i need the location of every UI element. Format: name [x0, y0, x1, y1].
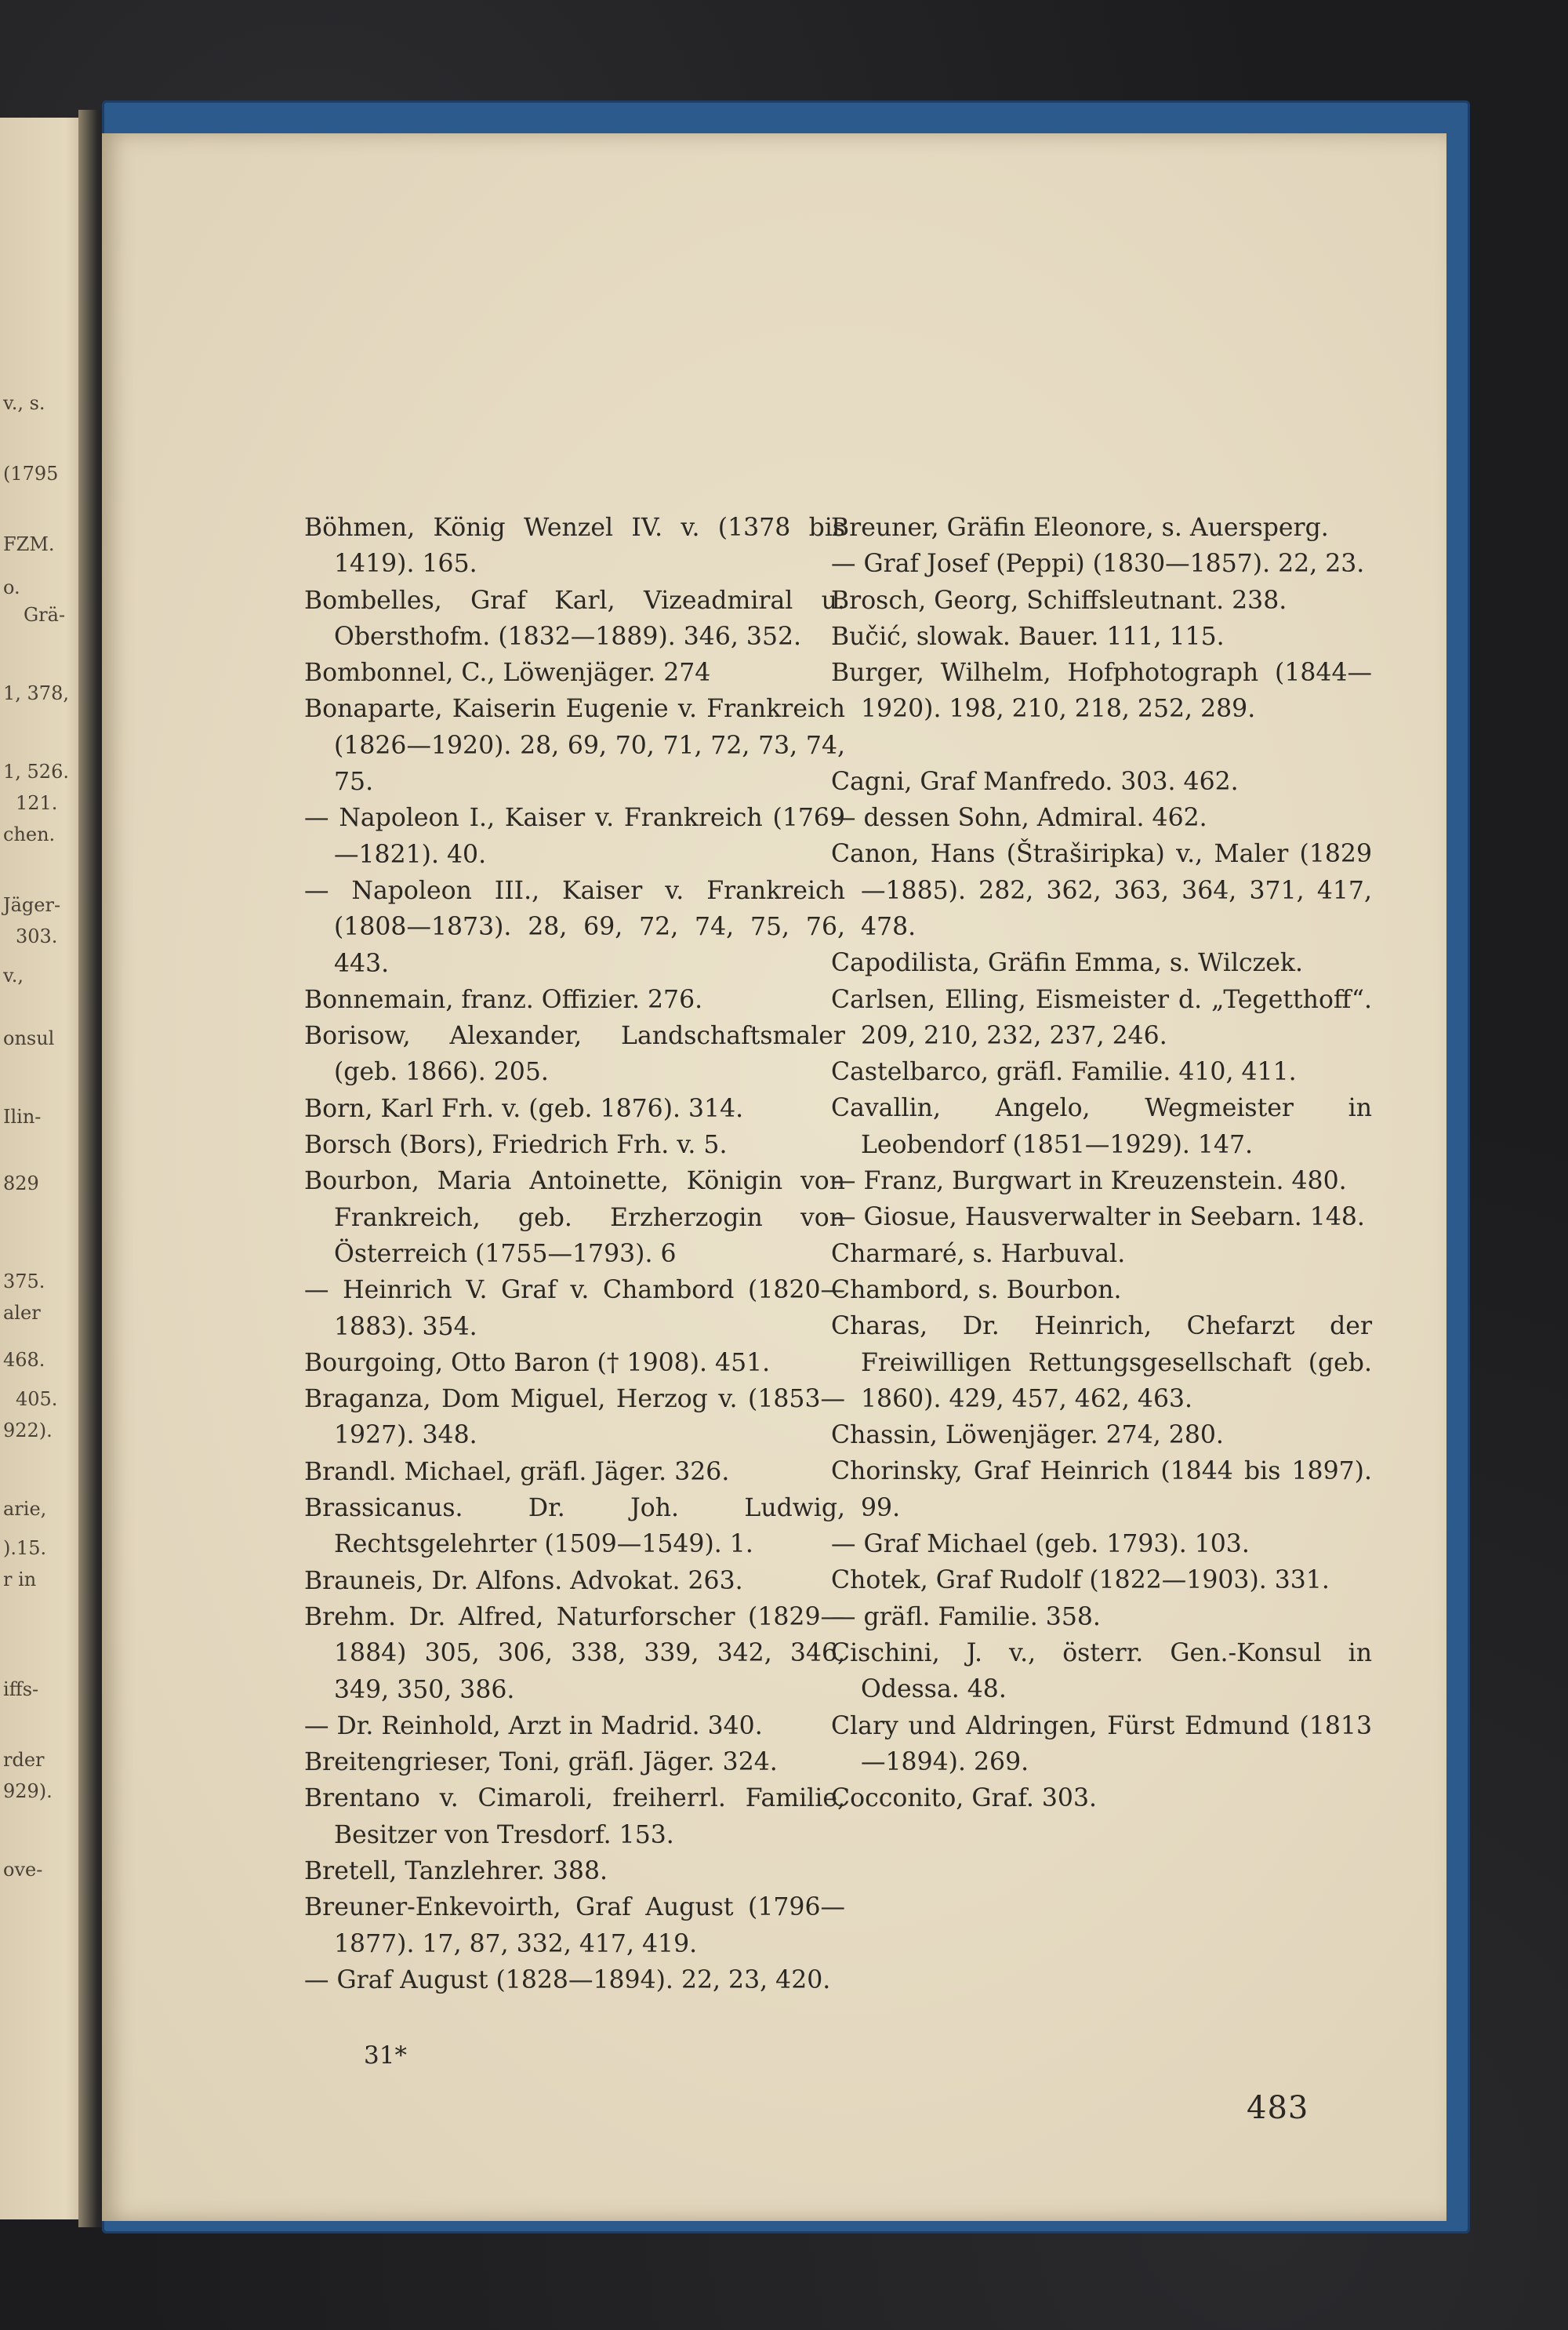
index-entry: Burger, Wilhelm, Hofphotograph (1844—1920). 198, 210, 218, 252, 289. — [831, 659, 1372, 724]
facing-text-fragment: Ilin- — [3, 1106, 42, 1128]
index-entry: Borisow, Alexander, Landschaftsmaler (geb. 1866). 205. — [304, 1022, 845, 1087]
index-entry: Brentano v. Cimaroli, freiherrl. Familie, Besitzer von Tresdorf. 153. — [304, 1784, 845, 1849]
index-entry: — Graf August (1828—1894). 22, 23, 420. — [304, 1965, 831, 1994]
facing-text-fragment: FZM. — [3, 533, 55, 555]
facing-text-fragment: iffs- — [3, 1678, 39, 1700]
index-entry: Brassicanus. Dr. Joh. Ludwig, Rechtsgelehrter (1509—1549). 1. — [304, 1494, 845, 1559]
index-entry: Chassin, Löwenjäger. 274, 280. — [831, 1421, 1224, 1450]
facing-text-fragment: v., s. — [3, 392, 45, 414]
index-entry: Breitengrieser, Toni, gräfl. Jäger. 324. — [304, 1748, 778, 1777]
facing-text-fragment: 922). — [3, 1419, 53, 1441]
index-entry: Borsch (Bors), Friedrich Frh. v. 5. — [304, 1131, 728, 1160]
facing-text-fragment: chen. — [3, 823, 56, 845]
index-entry: — Franz, Burgwart in Kreuzenstein. 480. — [831, 1167, 1347, 1196]
signature-mark: 31* — [364, 2041, 407, 2070]
index-entry: Chambord, s. Bourbon. — [831, 1275, 1122, 1304]
index-entry: Braganza, Dom Miguel, Herzog v. (1853—1927). 348. — [304, 1385, 845, 1450]
facing-text-fragment: ove- — [3, 1859, 43, 1881]
facing-text-fragment: 121. — [16, 792, 58, 814]
index-entry: Brandl. Michael, gräfl. Jäger. 326. — [304, 1457, 730, 1486]
index-entry: Brauneis, Dr. Alfons. Advokat. 263. — [304, 1566, 743, 1595]
facing-text-fragment: Grä- — [24, 604, 66, 626]
index-entry: Bučić, slowak. Bauer. 111, 115. — [831, 622, 1225, 651]
facing-text-fragment: onsul — [3, 1027, 55, 1049]
facing-text-fragment: 829 — [3, 1172, 39, 1194]
index-entry: Cavallin, Angelo, Wegmeister in Leobendorf (1851—1929). 147. — [831, 1094, 1372, 1159]
index-entry: Bourbon, Maria Antoinette, Königin von Frankreich, geb. Erzherzogin von Österreich (1755—1793). 6 — [304, 1167, 845, 1268]
facing-text-fragment: 303. — [16, 925, 58, 947]
index-entry: Breuner-Enkevoirth, Graf August (1796—1877). 17, 87, 332, 417, 419. — [304, 1893, 845, 1958]
index-entry: Cagni, Graf Manfredo. 303. 462. — [831, 767, 1239, 796]
index-entry: Brosch, Georg, Schiffsleutnant. 238. — [831, 586, 1287, 615]
index-entry: Bonaparte, Kaiserin Eugenie v. Frankreich (1826—1920). 28, 69, 70, 71, 72, 73, 74, 75. — [304, 695, 845, 797]
facing-text-fragment: ).15. — [3, 1537, 47, 1559]
index-entry: Capodilista, Gräfin Emma, s. Wilczek. — [831, 949, 1304, 978]
index-entry: Bretell, Tanzlehrer. 388. — [304, 1856, 608, 1885]
index-entry: Carlsen, Elling, Eismeister d. „Tegetthoff“. 209, 210, 232, 237, 246. — [831, 985, 1372, 1050]
page-number: 483 — [1247, 2090, 1309, 2126]
index-column-right — [831, 510, 1372, 1816]
index-entry: Born, Karl Frh. v. (geb. 1876). 314. — [304, 1094, 744, 1123]
facing-text-fragment: v., — [3, 965, 24, 987]
facing-text-fragment: 1, 378, — [3, 682, 69, 704]
index-entry: — Graf Michael (geb. 1793). 103. — [831, 1530, 1250, 1559]
index-entry: Bombelles, Graf Karl, Vizeadmiral u. Obersthofm. (1832—1889). 346, 352. — [304, 586, 845, 651]
index-entry: — Napoleon I., Kaiser v. Frankreich (1769—1821). 40. — [304, 804, 845, 869]
facing-text-fragment: 405. — [16, 1388, 58, 1410]
index-entry: Castelbarco, gräfl. Familie. 410, 411. — [831, 1058, 1297, 1087]
index-entry: Bonnemain, franz. Offizier. 276. — [304, 985, 703, 1014]
index-entry: Charmaré, s. Harbuval. — [831, 1239, 1126, 1268]
index-entry: — Graf Josef (Peppi) (1830—1857). 22, 23. — [831, 550, 1365, 579]
index-entry: Cocconito, Graf. 303. — [831, 1784, 1098, 1813]
index-entry: Clary und Aldringen, Fürst Edmund (1813—1894). 269. — [831, 1711, 1372, 1776]
index-entry: — Heinrich V. Graf v. Chambord (1820—1883). 354. — [304, 1276, 845, 1341]
index-entry: Breuner, Gräfin Eleonore, s. Auersperg. — [831, 514, 1329, 542]
facing-text-fragment: arie, — [3, 1498, 47, 1520]
facing-text-fragment: Jäger- — [3, 894, 61, 916]
index-entry: — gräfl. Familie. 358. — [831, 1602, 1101, 1631]
index-entry: — dessen Sohn, Admiral. 462. — [831, 804, 1207, 833]
index-entry: Bombonnel, C., Löwenjäger. 274 — [304, 659, 711, 688]
facing-text-fragment: 375. — [3, 1270, 45, 1292]
facing-text-fragment: 929). — [3, 1780, 53, 1802]
index-column-left — [304, 510, 845, 1998]
index-entry: — Giosue, Hausverwalter in Seebarn. 148. — [831, 1203, 1365, 1232]
index-entry: — Dr. Reinhold, Arzt in Madrid. 340. — [304, 1711, 763, 1740]
index-entry: — Napoleon III., Kaiser v. Frankreich (1808—1873). 28, 69, 72, 74, 75, 76, 443. — [304, 876, 845, 978]
index-entry: Canon, Hans (Štraširipka) v., Maler (1829—1885). 282, 362, 363, 364, 371, 417, 478. — [831, 840, 1372, 941]
facing-text-fragment: r in — [3, 1568, 37, 1590]
index-entry: Charas, Dr. Heinrich, Chefarzt der Freiwilligen Rettungsgesellschaft (geb. 1860). 429, 457, 462, 463. — [831, 1312, 1372, 1413]
facing-text-fragment: 468. — [3, 1349, 45, 1371]
facing-text-fragment: (1795 — [3, 463, 59, 485]
facing-text-fragment: rder — [3, 1749, 45, 1771]
index-entry: Chotek, Graf Rudolf (1822—1903). 331. — [831, 1566, 1330, 1595]
facing-text-fragment: 1, 526. — [3, 761, 69, 783]
book-page — [102, 133, 1446, 2221]
facing-text-fragment: o. — [3, 576, 20, 598]
index-entry: Bourgoing, Otto Baron († 1908). 451. — [304, 1348, 771, 1377]
facing-text-fragment: aler — [3, 1302, 41, 1324]
index-entry: Brehm. Dr. Alfred, Naturforscher (1829—1884) 305, 306, 338, 339, 342, 346, 349, 350, 386. — [304, 1602, 845, 1704]
index-entry: Cischini, J. v., österr. Gen.-Konsul in Odessa. 48. — [831, 1638, 1372, 1704]
index-entry: Chorinsky, Graf Heinrich (1844 bis 1897). 99. — [831, 1457, 1372, 1522]
index-entry: Böhmen, König Wenzel IV. v. (1378 bis 1419). 165. — [304, 514, 845, 579]
